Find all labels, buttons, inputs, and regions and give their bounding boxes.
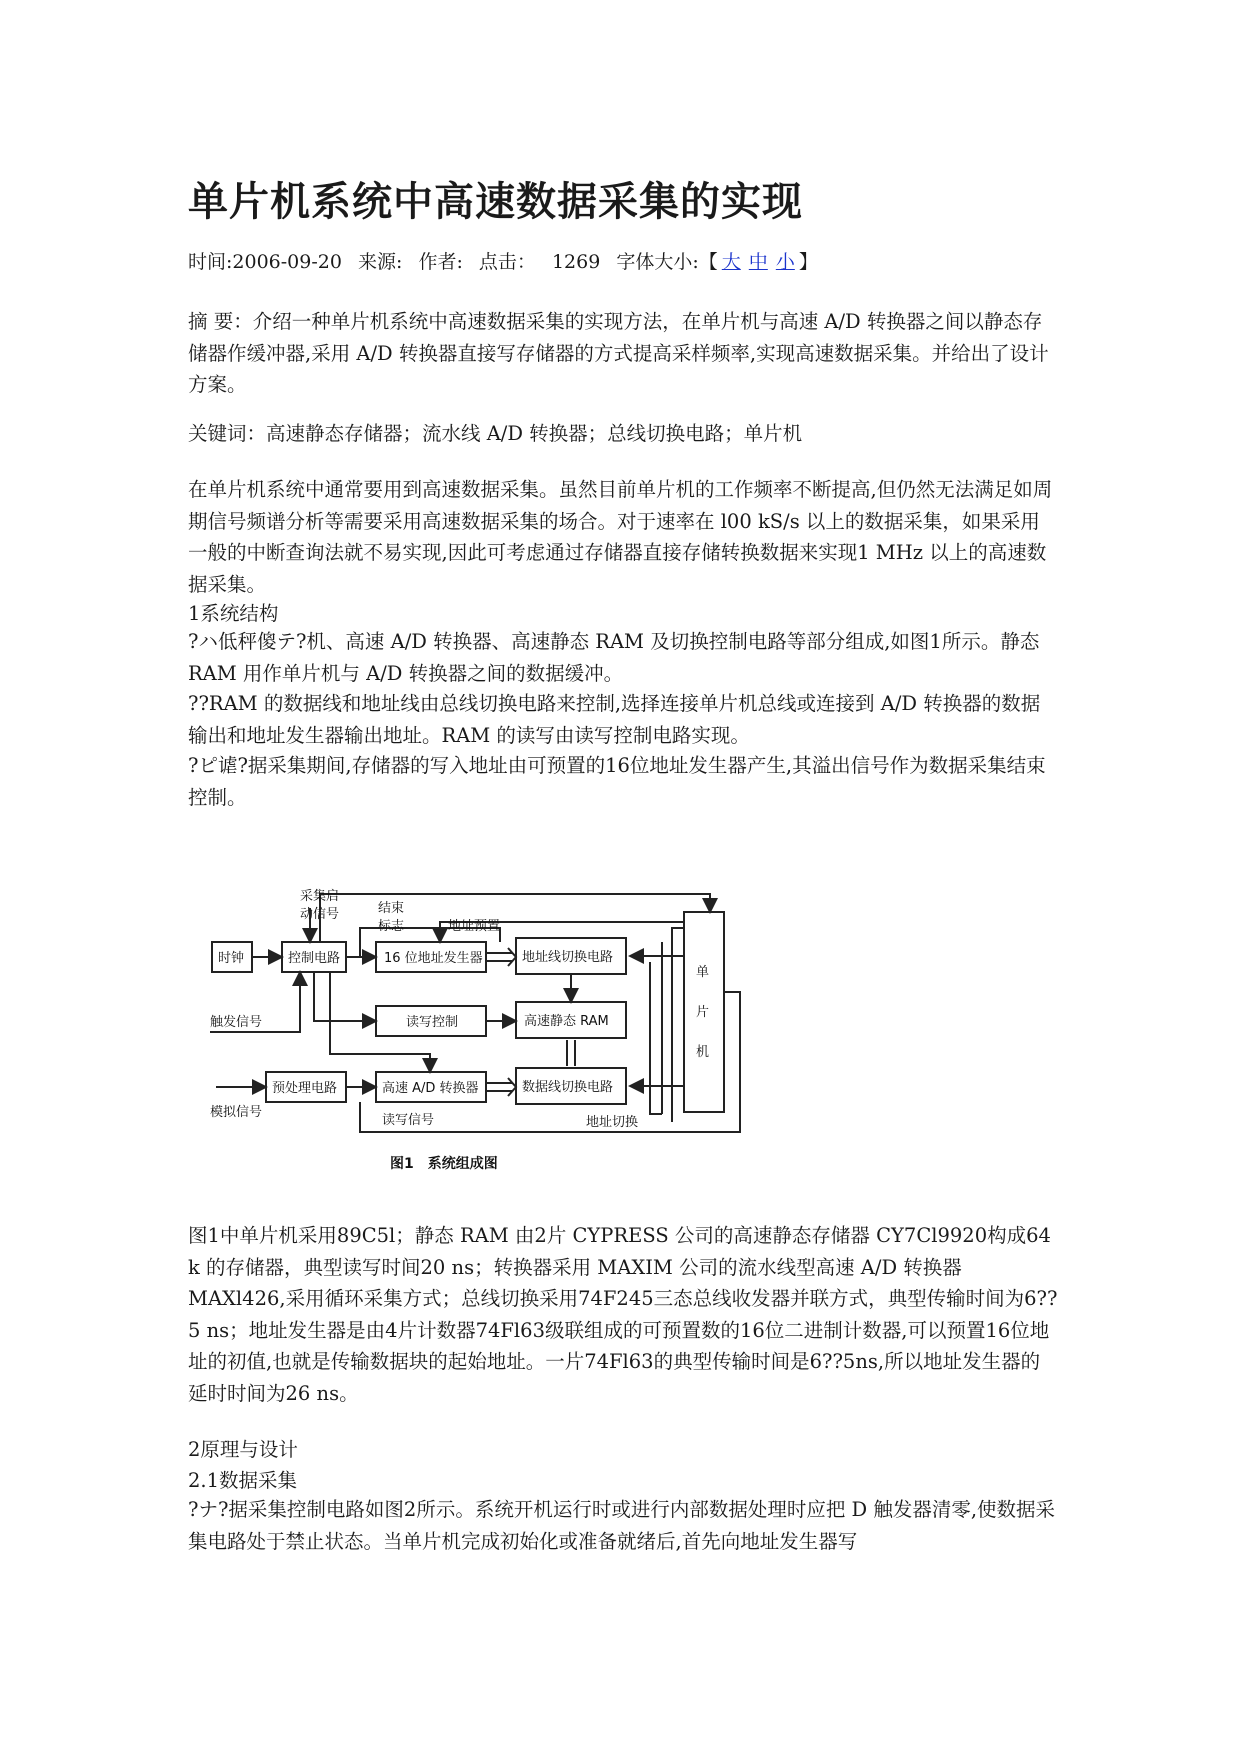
label-adc: 高速 A/D 转换器 [382,1081,479,1096]
section-1-paragraph-1: ?ハ低秤傻テ?机、高速 A/D 转换器、高速静态 RAM 及切换控制电路等部分组成,如图1所示。静态 RAM 用作单片机与 A/D 转换器之间的数据缓冲。 [188,630,1040,685]
section-2-title: 2原理与设计 [188,1438,298,1461]
label-clock: 时钟 [218,951,245,966]
label-start-signal-1: 采集启 [300,889,340,904]
label-mcu-3: 机 [696,1045,710,1060]
figure-paragraph: 图1中单片机采用89C5l；静态 RAM 由2片 CYPRESS 公司的高速静态存储器 CY7Cl9920构成64 k 的存储器，典型读写时间20 ns；转换器采用 MAXIM 公司的流水线型高速 A/D 转换器 MAXl426,采用循环采集方式；总线切换采用74F245三态总线收发器并联方式，典型传输时间为6??5 ns；地址发生器是由4片计数器74Fl63级联组成的可预置数的16位二进制计数器,可以预置16位地址的初值,也就是传输数据块的起始地址。一片74Fl63的典型传输时间是6??5ns,所以地址发生器的延时时间为26 ns。 [188,1224,1058,1405]
page-title: 单片机系统中高速数据采集的实现 [188,178,803,225]
label-rw-control: 读写控制 [406,1015,459,1030]
label-addr-preset: 地址预置 [448,919,501,934]
meta-font-size-label: 字体大小:【 [616,251,718,273]
label-trigger: 触发信号 [210,1015,263,1030]
label-rw-signal: 读写信号 [382,1113,435,1128]
figure-caption: 图1 系统组成图 [390,1156,498,1172]
section-1-paragraph-2: ??RAM 的数据线和地址线由总线切换电路来控制,选择连接单片机总线或连接到 A/D 转换器的数据输出和地址发生器输出地址。RAM 的读写由读写控制电路实现。 [188,692,1041,747]
label-addr-switch-signal: 地址切换 [586,1115,639,1130]
label-preprocess: 预处理电路 [272,1081,338,1096]
font-size-large-link[interactable]: 大 [721,251,741,273]
section-2-1-title: 2.1数据采集 [188,1469,298,1492]
label-end-flag-1: 结束 [378,901,405,916]
meta-author: 作者: [418,251,463,273]
label-start-signal-2: 动信号 [300,907,340,922]
font-size-small-link[interactable]: 小 [775,251,795,273]
label-addr-gen: 16 位地址发生器 [384,951,483,966]
font-size-medium-link[interactable]: 中 [748,251,768,273]
meta-source: 来源: [358,251,403,273]
label-analog: 模拟信号 [210,1105,263,1120]
label-addr-switch: 地址线切换电路 [522,950,614,965]
section-1-title: 1系统结构 [188,602,279,625]
section-1-paragraph-3: ?ピ谑?据采集期间,存储器的写入地址由可预置的16位地址发生器产生,其溢出信号作为数据采集结束控制。 [188,754,1046,809]
label-mcu-2: 片 [696,1005,710,1020]
system-diagram [210,882,790,1202]
meta-hits-label: 点击： [478,251,536,273]
abstract: 摘 要：介绍一种单片机系统中高速数据采集的实现方法，在单片机与高速 A/D 转换器之间以静态存储器作缓冲器,采用 A/D 转换器直接写存储器的方式提高采样频率,实现高速数据采集。并给出了设计方案。 [188,310,1049,396]
label-mcu-1: 单 [696,965,710,980]
label-end-flag-2: 标志 [378,919,405,934]
meta-hits-value: 1269 [551,251,601,273]
article-meta [188,247,818,274]
label-control: 控制电路 [288,951,341,966]
intro-paragraph: 在单片机系统中通常要用到高速数据采集。虽然目前单片机的工作频率不断提高,但仍然无法满足如周期信号频谱分析等需要采用高速数据采集的场合。对于速率在 l00 kS/s 以上的数据采集，如果采用一般的中断查询法就不易实现,因此可考虑通过存储器直接存储转换数据来实现1 MHz 以上的高速数据采集。 [188,478,1053,596]
label-data-switch: 数据线切换电路 [522,1080,614,1095]
keywords: 关键词：高速静态存储器；流水线 A/D 转换器；总线切换电路；单片机 [188,422,803,445]
meta-close-bracket: 】 [798,251,818,273]
label-sram: 高速静态 RAM [524,1014,609,1029]
section-2-1-paragraph-1: ?ナ?据采集控制电路如图2所示。系统开机运行时或进行内部数据处理时应把 D 触发器清零,使数据采集电路处于禁止状态。当单片机完成初始化或准备就绪后,首先向地址发生器写 [188,1498,1056,1553]
meta-time: 时间:2006-09-20 [188,251,342,273]
